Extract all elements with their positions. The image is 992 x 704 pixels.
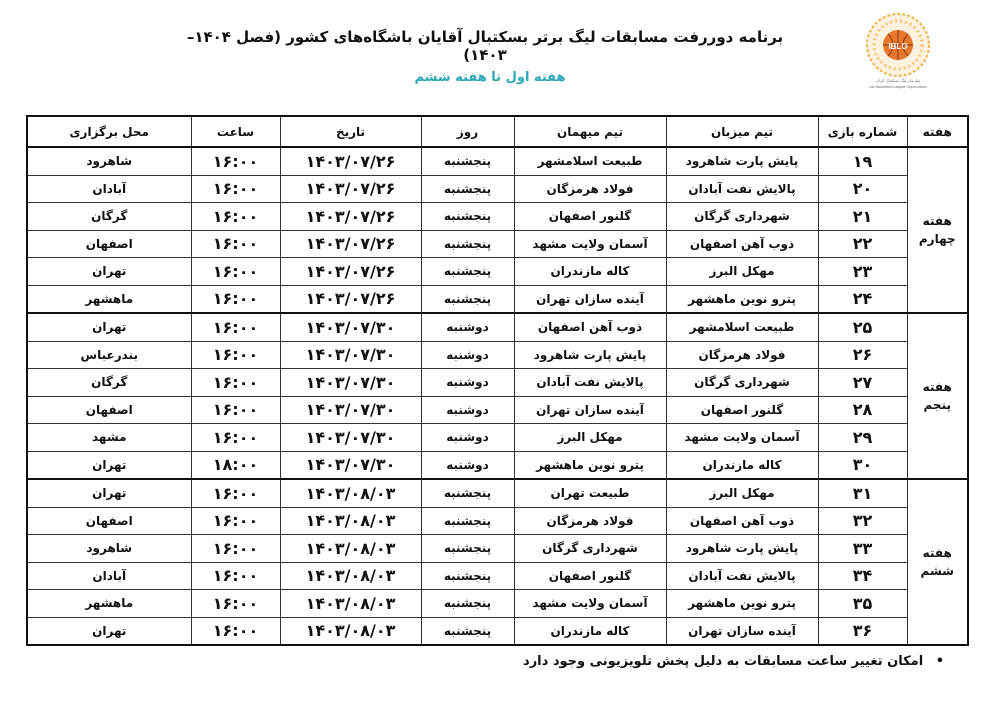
away-team: کاله مازندران — [514, 258, 666, 286]
week-label — [907, 479, 968, 645]
match-day: دوشنبه — [421, 341, 514, 369]
match-day: پنجشنبه — [421, 507, 514, 535]
table-row — [27, 313, 968, 341]
footer-note-text: امکان تغییر ساعت مسابقات به دلیل پخش تلویزیونی وجود دارد — [523, 654, 924, 669]
match-venue: تهران — [27, 617, 191, 645]
match-time: ۱۶:۰۰ — [191, 285, 280, 313]
table-row — [27, 369, 968, 397]
match-day: پنجشنبه — [421, 258, 514, 286]
match-date: ۱۴۰۳/۰۸/۰۳ — [280, 562, 421, 590]
match-time: ۱۶:۰۰ — [191, 369, 280, 397]
match-time: ۱۶:۰۰ — [191, 258, 280, 286]
match-date: ۱۴۰۳/۰۷/۳۰ — [280, 369, 421, 397]
match-time: ۱۶:۰۰ — [191, 203, 280, 231]
match-venue: مشهد — [27, 424, 191, 452]
match-time: ۱۶:۰۰ — [191, 341, 280, 369]
home-team: شهرداری گرگان — [666, 203, 818, 231]
col-day: روز — [421, 116, 514, 147]
col-time: ساعت — [191, 116, 280, 147]
match-date: ۱۴۰۳/۰۷/۳۰ — [280, 313, 421, 341]
match-date: ۱۴۰۳/۰۸/۰۳ — [280, 479, 421, 507]
match-date: ۱۴۰۳/۰۸/۰۳ — [280, 535, 421, 563]
game-number: ۲۸ — [818, 396, 907, 424]
game-number: ۲۶ — [818, 341, 907, 369]
match-date: ۱۴۰۳/۰۷/۲۶ — [280, 258, 421, 286]
col-week: هفته — [907, 116, 968, 147]
home-team: پالایش نفت آبادان — [666, 562, 818, 590]
game-number: ۲۲ — [818, 230, 907, 258]
col-away: تیم میهمان — [514, 116, 666, 147]
home-team: مهکل البرز — [666, 479, 818, 507]
table-row — [27, 147, 968, 175]
table-row — [27, 203, 968, 231]
bullet-icon: • — [935, 654, 944, 669]
away-team: آسمان ولایت مشهد — [514, 590, 666, 618]
match-date: ۱۴۰۳/۰۷/۳۰ — [280, 341, 421, 369]
match-venue: اصفهان — [27, 396, 191, 424]
home-team: مهکل البرز — [666, 258, 818, 286]
table-row — [27, 175, 968, 203]
home-team: کاله مازندران — [666, 451, 818, 479]
table-header-row — [27, 116, 968, 147]
table-row — [27, 590, 968, 618]
home-team: شهرداری گرگان — [666, 369, 818, 397]
table-row — [27, 424, 968, 452]
schedule-body — [27, 147, 968, 645]
table-row — [27, 535, 968, 563]
match-time: ۱۶:۰۰ — [191, 424, 280, 452]
table-row — [27, 341, 968, 369]
away-team: طبیعت تهران — [514, 479, 666, 507]
away-team: ذوب آهن اصفهان — [514, 313, 666, 341]
match-date: ۱۴۰۳/۰۸/۰۳ — [280, 617, 421, 645]
match-day: دوشنبه — [421, 451, 514, 479]
week-label — [907, 313, 968, 479]
away-team: پالایش نفت آبادان — [514, 369, 666, 397]
match-venue: تهران — [27, 313, 191, 341]
home-team: ذوب آهن اصفهان — [666, 507, 818, 535]
away-team: آینده سازان تهران — [514, 285, 666, 313]
match-time: ۱۶:۰۰ — [191, 535, 280, 563]
week-label — [907, 147, 968, 313]
match-day: پنجشنبه — [421, 147, 514, 175]
match-day: دوشنبه — [421, 396, 514, 424]
match-day: پنجشنبه — [421, 535, 514, 563]
match-day: دوشنبه — [421, 369, 514, 397]
table-row — [27, 451, 968, 479]
away-team: فولاد هرمزگان — [514, 175, 666, 203]
game-number: ۲۳ — [818, 258, 907, 286]
game-number: ۲۴ — [818, 285, 907, 313]
game-number: ۲۰ — [818, 175, 907, 203]
match-date: ۱۴۰۳/۰۸/۰۳ — [280, 507, 421, 535]
home-team: پترو نوین ماهشهر — [666, 590, 818, 618]
game-number: ۲۵ — [818, 313, 907, 341]
match-time: ۱۶:۰۰ — [191, 479, 280, 507]
match-time: ۱۶:۰۰ — [191, 562, 280, 590]
match-date: ۱۴۰۳/۰۷/۳۰ — [280, 451, 421, 479]
match-venue: ماهشهر — [27, 285, 191, 313]
away-team: مهکل البرز — [514, 424, 666, 452]
home-team: گلنور اصفهان — [666, 396, 818, 424]
match-time: ۱۶:۰۰ — [191, 230, 280, 258]
page-title: برنامه دوررفت مسابقات لیگ برتر بسکتبال آقایان باشگاه‌های کشور (فصل ۱۴۰۴–۱۴۰۳) — [186, 28, 784, 64]
match-venue: شاهرود — [27, 535, 191, 563]
home-team: طبیعت اسلامشهر — [666, 313, 818, 341]
match-venue: تهران — [27, 479, 191, 507]
match-time: ۱۸:۰۰ — [191, 451, 280, 479]
week-label-line1: هفته — [922, 214, 952, 228]
match-day: پنجشنبه — [421, 230, 514, 258]
page-subtitle: هفته اول تا هفته ششم — [414, 70, 566, 85]
table-row — [27, 285, 968, 313]
away-team: کاله مازندران — [514, 617, 666, 645]
game-number: ۳۵ — [818, 590, 907, 618]
table-row — [27, 396, 968, 424]
logo-caption: سازمان لیگ بسکتبال ایران — [875, 78, 921, 83]
table-row — [27, 258, 968, 286]
footer-note — [523, 654, 944, 669]
game-number: ۲۷ — [818, 369, 907, 397]
away-team: آسمان ولایت مشهد — [514, 230, 666, 258]
match-venue: شاهرود — [27, 147, 191, 175]
table-row — [27, 507, 968, 535]
col-venue: محل برگزاری — [27, 116, 191, 147]
match-venue: تهران — [27, 451, 191, 479]
home-team: فولاد هرمزگان — [666, 341, 818, 369]
game-number: ۳۳ — [818, 535, 907, 563]
col-home: تیم میزبان — [666, 116, 818, 147]
game-number: ۳۶ — [818, 617, 907, 645]
col-date: تاریخ — [280, 116, 421, 147]
match-venue: بندرعباس — [27, 341, 191, 369]
match-time: ۱۶:۰۰ — [191, 396, 280, 424]
week-label-line1: هفته پنجم — [922, 380, 952, 412]
svg-text:IBLO: IBLO — [888, 42, 908, 51]
game-number: ۲۱ — [818, 203, 907, 231]
match-venue: آبادان — [27, 562, 191, 590]
col-game-no: شماره بازی — [818, 116, 907, 147]
match-day: پنجشنبه — [421, 285, 514, 313]
match-day: دوشنبه — [421, 424, 514, 452]
game-number: ۱۹ — [818, 147, 907, 175]
home-team: پالایش نفت آبادان — [666, 175, 818, 203]
match-venue: گرگان — [27, 369, 191, 397]
game-number: ۲۹ — [818, 424, 907, 452]
table-row — [27, 562, 968, 590]
match-venue: اصفهان — [27, 507, 191, 535]
match-date: ۱۴۰۳/۰۷/۲۶ — [280, 203, 421, 231]
match-venue: ماهشهر — [27, 590, 191, 618]
home-team: آینده سازان تهران — [666, 617, 818, 645]
match-time: ۱۶:۰۰ — [191, 590, 280, 618]
match-day: دوشنبه — [421, 313, 514, 341]
match-date: ۱۴۰۳/۰۷/۳۰ — [280, 424, 421, 452]
week-label-line2: چهارم — [918, 232, 956, 246]
away-team: طبیعت اسلامشهر — [514, 147, 666, 175]
match-day: پنجشنبه — [421, 590, 514, 618]
away-team: فولاد هرمزگان — [514, 507, 666, 535]
logo-caption-en: Iran Basketball League Organization — [869, 85, 927, 89]
away-team: شهرداری گرگان — [514, 535, 666, 563]
home-team: پترو نوین ماهشهر — [666, 285, 818, 313]
match-date: ۱۴۰۳/۰۸/۰۳ — [280, 590, 421, 618]
week-label-line1: هفته ششم — [920, 546, 954, 578]
home-team: پایش پارت شاهرود — [666, 147, 818, 175]
match-time: ۱۶:۰۰ — [191, 147, 280, 175]
away-team: گلنور اصفهان — [514, 562, 666, 590]
table-row — [27, 617, 968, 645]
match-time: ۱۶:۰۰ — [191, 617, 280, 645]
game-number: ۳۱ — [818, 479, 907, 507]
schedule-table — [26, 115, 969, 646]
table-row — [27, 479, 968, 507]
match-day: پنجشنبه — [421, 203, 514, 231]
match-date: ۱۴۰۳/۰۷/۲۶ — [280, 230, 421, 258]
match-date: ۱۴۰۳/۰۷/۲۶ — [280, 285, 421, 313]
game-number: ۳۴ — [818, 562, 907, 590]
match-venue: گرگان — [27, 203, 191, 231]
away-team: گلنور اصفهان — [514, 203, 666, 231]
away-team: آینده سازان تهران — [514, 396, 666, 424]
match-time: ۱۶:۰۰ — [191, 313, 280, 341]
match-date: ۱۴۰۳/۰۷/۲۶ — [280, 175, 421, 203]
league-logo — [862, 12, 934, 90]
match-day: پنجشنبه — [421, 175, 514, 203]
match-venue: تهران — [27, 258, 191, 286]
home-team: آسمان ولایت مشهد — [666, 424, 818, 452]
match-day: پنجشنبه — [421, 617, 514, 645]
match-day: پنجشنبه — [421, 479, 514, 507]
match-venue: اصفهان — [27, 230, 191, 258]
home-team: ذوب آهن اصفهان — [666, 230, 818, 258]
away-team: پترو نوین ماهشهر — [514, 451, 666, 479]
home-team: پایش پارت شاهرود — [666, 535, 818, 563]
match-date: ۱۴۰۳/۰۷/۳۰ — [280, 396, 421, 424]
table-row — [27, 230, 968, 258]
match-day: پنجشنبه — [421, 562, 514, 590]
match-venue: آبادان — [27, 175, 191, 203]
match-time: ۱۶:۰۰ — [191, 507, 280, 535]
game-number: ۳۰ — [818, 451, 907, 479]
match-time: ۱۶:۰۰ — [191, 175, 280, 203]
match-date: ۱۴۰۳/۰۷/۲۶ — [280, 147, 421, 175]
game-number: ۳۲ — [818, 507, 907, 535]
away-team: پایش پارت شاهرود — [514, 341, 666, 369]
